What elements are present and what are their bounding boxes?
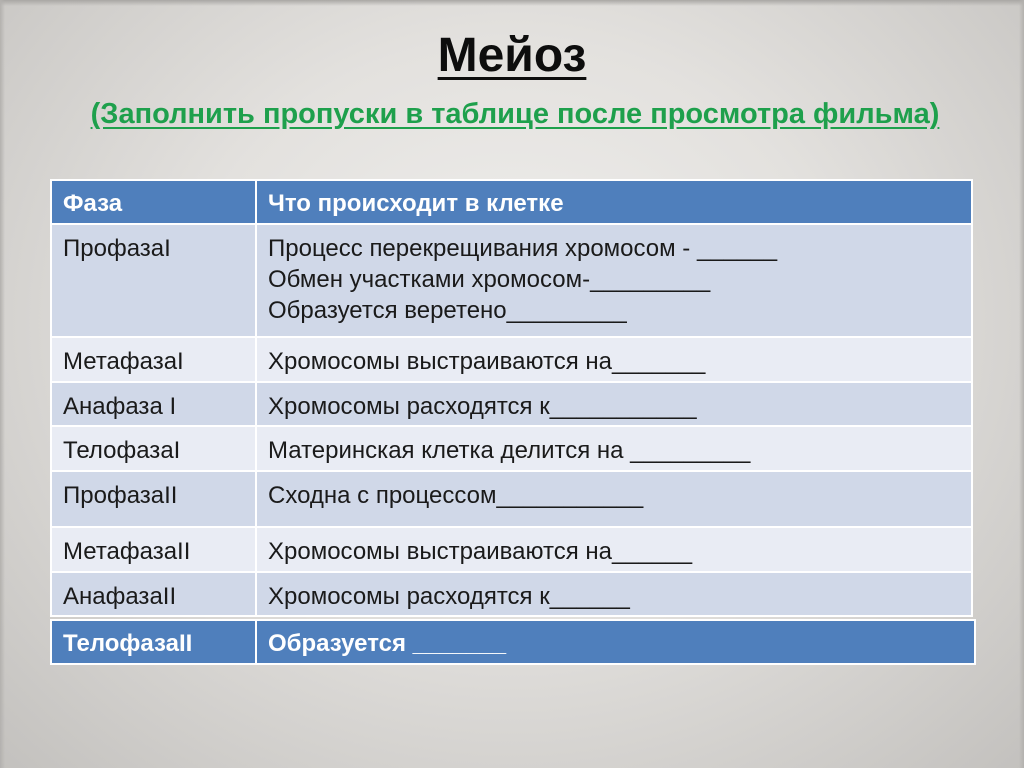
table-header-row	[51, 180, 972, 224]
description-line: Сходна с процессом___________	[268, 482, 644, 509]
description-line: Хромосомы расходятся к______	[268, 583, 630, 610]
table-row	[51, 426, 972, 471]
telophase-ii-table	[50, 619, 976, 665]
phase-cell: ТелофазаI	[51, 426, 256, 471]
table-row	[51, 382, 972, 426]
description-cell	[256, 471, 972, 527]
table-row	[51, 620, 975, 664]
description-line: Хромосомы расходятся к___________	[268, 393, 697, 420]
slide-left-edge	[0, 0, 5, 768]
table-row	[51, 224, 972, 337]
table-row	[51, 572, 972, 616]
description-line: Обмен участками хромосом-_________	[268, 266, 711, 293]
table-row	[51, 337, 972, 382]
description-cell	[256, 426, 972, 471]
phase-cell: ПрофазаI	[51, 224, 256, 337]
table-row	[51, 471, 972, 527]
phase-cell: МетафазаI	[51, 337, 256, 382]
header-what-happens: Что происходит в клетке	[256, 180, 972, 224]
slide-title: Мейоз	[437, 29, 587, 82]
description-cell	[256, 337, 972, 382]
description-cell	[256, 527, 972, 572]
phase-cell: ПрофазаII	[51, 471, 256, 527]
description-cell	[256, 224, 972, 337]
table-row	[51, 527, 972, 572]
description-cell	[256, 572, 972, 616]
slide-subtitle: (Заполнить пропуски в таблице после просмотра фильма)	[90, 98, 940, 130]
description-line: Процесс перекрещивания хромосом - ______	[268, 235, 778, 262]
phase-cell: АнафазаII	[51, 572, 256, 616]
phase-cell: Анафаза I	[51, 382, 256, 426]
description-line: Образуется веретено_________	[268, 297, 627, 324]
header-phase: Фаза	[51, 180, 256, 224]
description-cell: Образуется _______	[256, 620, 975, 664]
slide-top-edge	[0, 0, 1024, 6]
description-line: Материнская клетка делится на _________	[268, 437, 751, 464]
slide-right-edge	[1019, 0, 1024, 768]
phase-cell: МетафазаII	[51, 527, 256, 572]
description-cell	[256, 382, 972, 426]
phase-cell: ТелофазаII	[51, 620, 256, 664]
description-line: Хромосомы выстраиваются на______	[268, 538, 693, 565]
meiosis-phases-table	[50, 179, 973, 617]
description-line: Хромосомы выстраиваются на_______	[268, 348, 706, 375]
